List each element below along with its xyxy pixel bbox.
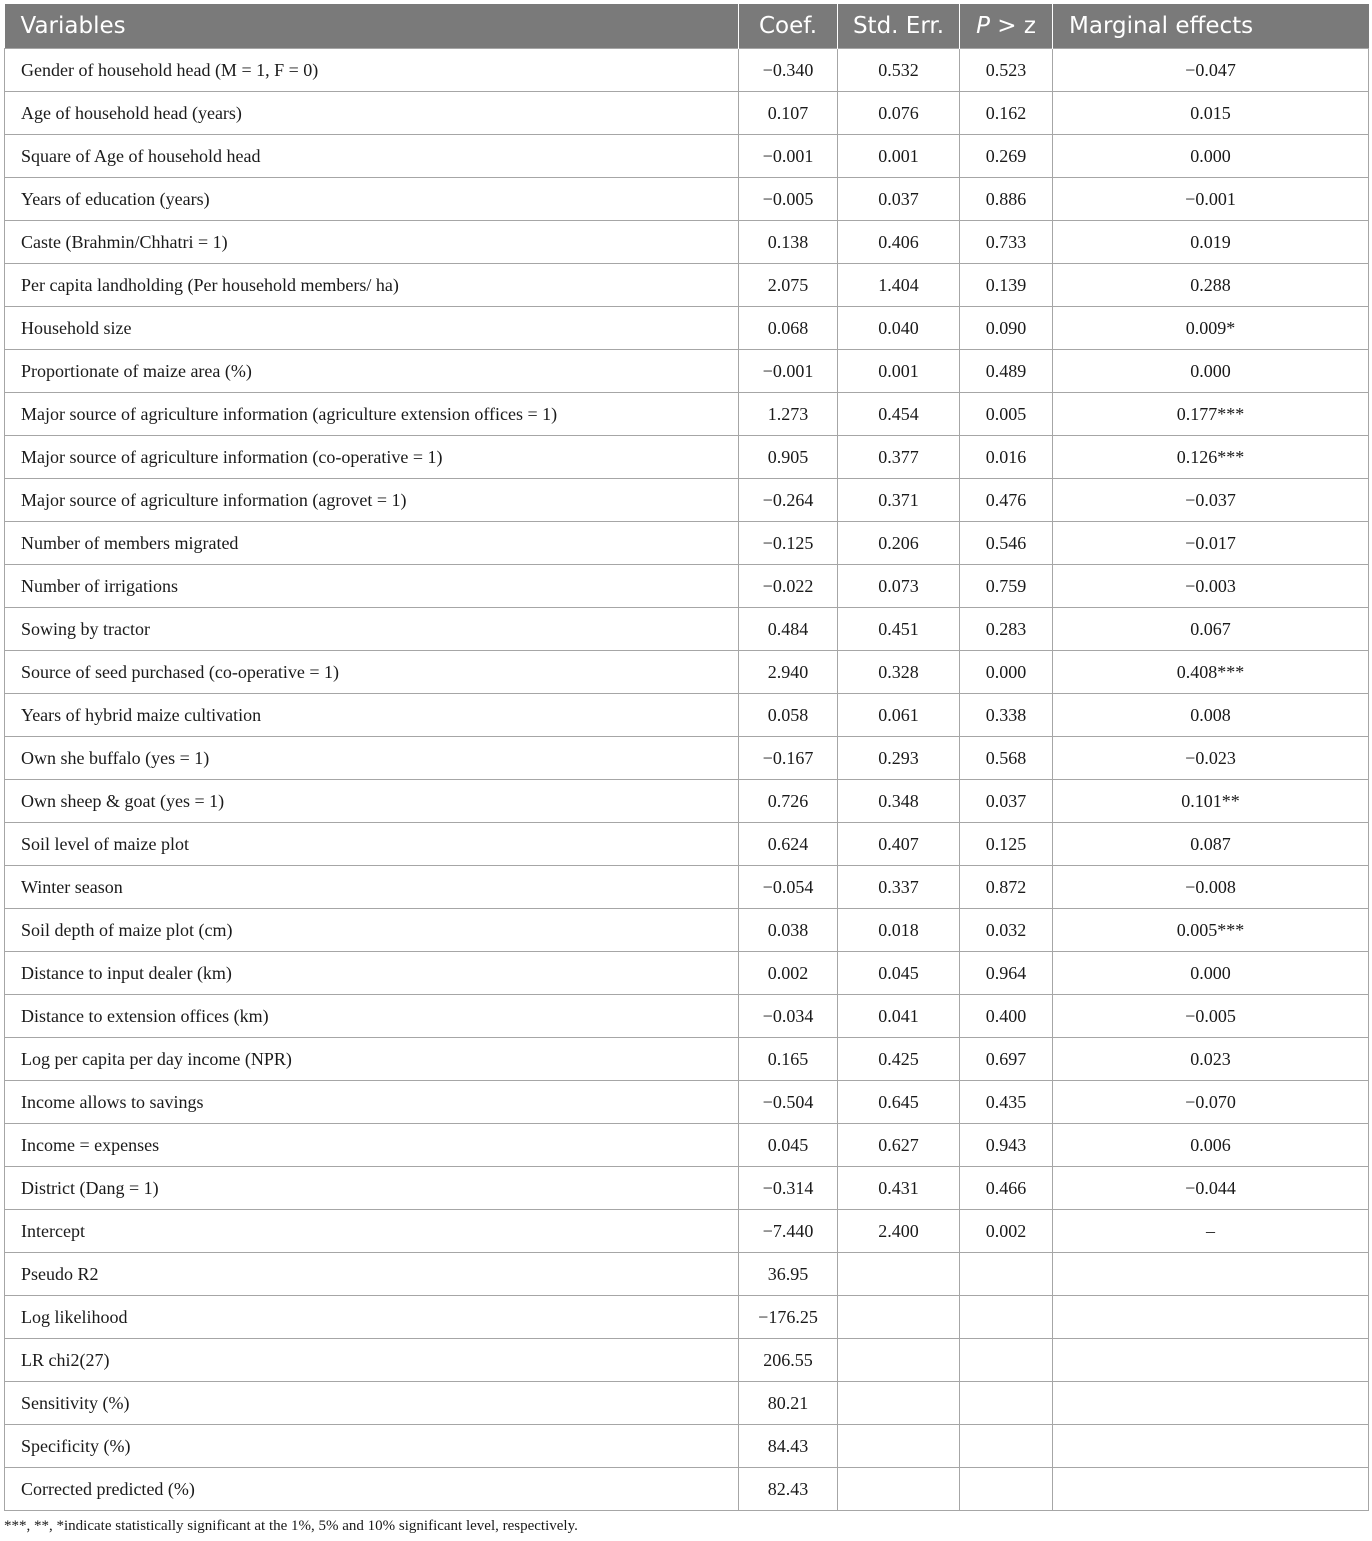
marginal-effect-cell: −0.017 <box>1053 522 1369 565</box>
std-err-cell: 0.407 <box>838 823 960 866</box>
p-value-cell: 0.546 <box>960 522 1053 565</box>
variable-cell: Gender of household head (M = 1, F = 0) <box>5 49 739 92</box>
marginal-effect-cell <box>1053 1296 1369 1339</box>
std-err-cell: 0.406 <box>838 221 960 264</box>
table-row <box>5 737 1369 780</box>
p-value-cell: 0.435 <box>960 1081 1053 1124</box>
header-p-letter: P <box>976 13 990 39</box>
variable-cell: Log per capita per day income (NPR) <box>5 1038 739 1081</box>
marginal-effect-cell <box>1053 1382 1369 1425</box>
std-err-cell: 0.451 <box>838 608 960 651</box>
std-err-cell: 0.377 <box>838 436 960 479</box>
table-row <box>5 866 1369 909</box>
variable-cell: Corrected predicted (%) <box>5 1468 739 1511</box>
std-err-cell: 0.037 <box>838 178 960 221</box>
header-std-err: Std. Err. <box>838 4 960 49</box>
p-value-cell: 0.016 <box>960 436 1053 479</box>
p-value-cell: 0.125 <box>960 823 1053 866</box>
coef-cell: −0.001 <box>739 135 838 178</box>
p-value-cell: 0.489 <box>960 350 1053 393</box>
coef-cell: −0.001 <box>739 350 838 393</box>
variable-cell: Pseudo R2 <box>5 1253 739 1296</box>
coef-cell: 82.43 <box>739 1468 838 1511</box>
marginal-effect-cell: 0.067 <box>1053 608 1369 651</box>
p-value-cell: 0.568 <box>960 737 1053 780</box>
table-row <box>5 1382 1369 1425</box>
variable-cell: Own she buffalo (yes = 1) <box>5 737 739 780</box>
marginal-effect-cell: −0.023 <box>1053 737 1369 780</box>
p-value-cell: 0.400 <box>960 995 1053 1038</box>
table-header <box>5 4 1369 49</box>
p-value-cell <box>960 1253 1053 1296</box>
p-value-cell <box>960 1339 1053 1382</box>
coef-cell: 0.068 <box>739 307 838 350</box>
table-row <box>5 1425 1369 1468</box>
std-err-cell: 0.348 <box>838 780 960 823</box>
variable-cell: Sowing by tractor <box>5 608 739 651</box>
marginal-effect-cell: 0.005*** <box>1053 909 1369 952</box>
p-value-cell: 0.733 <box>960 221 1053 264</box>
std-err-cell: 0.073 <box>838 565 960 608</box>
variable-cell: Number of irrigations <box>5 565 739 608</box>
coef-cell: −176.25 <box>739 1296 838 1339</box>
marginal-effect-cell: 0.015 <box>1053 92 1369 135</box>
marginal-effect-cell: 0.288 <box>1053 264 1369 307</box>
std-err-cell: 0.627 <box>838 1124 960 1167</box>
table-row <box>5 49 1369 92</box>
std-err-cell: 0.431 <box>838 1167 960 1210</box>
table-body <box>5 49 1369 1511</box>
std-err-cell: 0.040 <box>838 307 960 350</box>
table-row <box>5 1339 1369 1382</box>
table-row <box>5 436 1369 479</box>
coef-cell: 0.038 <box>739 909 838 952</box>
std-err-cell: 0.041 <box>838 995 960 1038</box>
table-row <box>5 694 1369 737</box>
coef-cell: 80.21 <box>739 1382 838 1425</box>
variable-cell: Major source of agriculture information (co-operative = 1) <box>5 436 739 479</box>
marginal-effect-cell: 0.000 <box>1053 952 1369 995</box>
variable-cell: Caste (Brahmin/Chhatri = 1) <box>5 221 739 264</box>
header-coef: Coef. <box>739 4 838 49</box>
p-value-cell: 0.162 <box>960 92 1053 135</box>
variable-cell: Soil level of maize plot <box>5 823 739 866</box>
marginal-effect-cell: – <box>1053 1210 1369 1253</box>
p-value-cell: 0.139 <box>960 264 1053 307</box>
table-row <box>5 178 1369 221</box>
header-p-value <box>960 4 1053 49</box>
coef-cell: 36.95 <box>739 1253 838 1296</box>
p-value-cell: 0.002 <box>960 1210 1053 1253</box>
variable-cell: Source of seed purchased (co-operative = 1) <box>5 651 739 694</box>
std-err-cell: 0.337 <box>838 866 960 909</box>
header-row <box>5 4 1369 49</box>
coef-cell: 1.273 <box>739 393 838 436</box>
coef-cell: 0.624 <box>739 823 838 866</box>
coef-cell: −0.314 <box>739 1167 838 1210</box>
marginal-effect-cell: 0.101** <box>1053 780 1369 823</box>
coef-cell: −0.034 <box>739 995 838 1038</box>
variable-cell: Per capita landholding (Per household members/ ha) <box>5 264 739 307</box>
coef-cell: −0.054 <box>739 866 838 909</box>
std-err-cell: 0.454 <box>838 393 960 436</box>
variable-cell: Distance to input dealer (km) <box>5 952 739 995</box>
table-row <box>5 565 1369 608</box>
coef-cell: 2.075 <box>739 264 838 307</box>
coef-cell: 84.43 <box>739 1425 838 1468</box>
marginal-effect-cell: −0.005 <box>1053 995 1369 1038</box>
p-value-cell: 0.338 <box>960 694 1053 737</box>
p-value-cell: 0.037 <box>960 780 1053 823</box>
table-row <box>5 393 1369 436</box>
variable-cell: Income allows to savings <box>5 1081 739 1124</box>
variable-cell: Square of Age of household head <box>5 135 739 178</box>
p-value-cell: 0.269 <box>960 135 1053 178</box>
coef-cell: −0.005 <box>739 178 838 221</box>
variable-cell: Proportionate of maize area (%) <box>5 350 739 393</box>
table-row <box>5 1253 1369 1296</box>
std-err-cell: 0.328 <box>838 651 960 694</box>
coef-cell: −0.022 <box>739 565 838 608</box>
variable-cell: Major source of agriculture information (agrovet = 1) <box>5 479 739 522</box>
variable-cell: Number of members migrated <box>5 522 739 565</box>
table-row <box>5 1124 1369 1167</box>
header-marginal-effects: Marginal effects <box>1053 4 1369 49</box>
header-p-rest: > z <box>989 13 1036 39</box>
table-row <box>5 780 1369 823</box>
p-value-cell <box>960 1468 1053 1511</box>
table-row <box>5 995 1369 1038</box>
marginal-effect-cell: 0.008 <box>1053 694 1369 737</box>
coef-cell: 2.940 <box>739 651 838 694</box>
coef-cell: 0.107 <box>739 92 838 135</box>
variable-cell: Specificity (%) <box>5 1425 739 1468</box>
p-value-cell: 0.886 <box>960 178 1053 221</box>
std-err-cell <box>838 1468 960 1511</box>
marginal-effect-cell <box>1053 1339 1369 1382</box>
coef-cell: 0.058 <box>739 694 838 737</box>
table-row <box>5 823 1369 866</box>
variable-cell: Distance to extension offices (km) <box>5 995 739 1038</box>
coef-cell: −0.504 <box>739 1081 838 1124</box>
std-err-cell <box>838 1296 960 1339</box>
p-value-cell: 0.032 <box>960 909 1053 952</box>
coef-cell: 0.165 <box>739 1038 838 1081</box>
std-err-cell: 0.532 <box>838 49 960 92</box>
header-variables: Variables <box>5 4 739 49</box>
std-err-cell: 0.206 <box>838 522 960 565</box>
variable-cell: Major source of agriculture information (agriculture extension offices = 1) <box>5 393 739 436</box>
marginal-effect-cell: −0.070 <box>1053 1081 1369 1124</box>
variable-cell: LR chi2(27) <box>5 1339 739 1382</box>
p-value-cell: 0.872 <box>960 866 1053 909</box>
marginal-effect-cell: 0.023 <box>1053 1038 1369 1081</box>
table-row <box>5 651 1369 694</box>
regression-table <box>4 4 1369 1511</box>
marginal-effect-cell: 0.126*** <box>1053 436 1369 479</box>
p-value-cell: 0.964 <box>960 952 1053 995</box>
p-value-cell: 0.943 <box>960 1124 1053 1167</box>
marginal-effect-cell: 0.087 <box>1053 823 1369 866</box>
marginal-effect-cell <box>1053 1253 1369 1296</box>
p-value-cell: 0.466 <box>960 1167 1053 1210</box>
p-value-cell: 0.090 <box>960 307 1053 350</box>
marginal-effect-cell <box>1053 1468 1369 1511</box>
marginal-effect-cell: −0.044 <box>1053 1167 1369 1210</box>
marginal-effect-cell: −0.047 <box>1053 49 1369 92</box>
p-value-cell <box>960 1382 1053 1425</box>
coef-cell: 0.138 <box>739 221 838 264</box>
coef-cell: 0.905 <box>739 436 838 479</box>
table-row <box>5 221 1369 264</box>
coef-cell: 0.002 <box>739 952 838 995</box>
std-err-cell <box>838 1382 960 1425</box>
table-row <box>5 952 1369 995</box>
marginal-effect-cell: −0.037 <box>1053 479 1369 522</box>
p-value-cell: 0.697 <box>960 1038 1053 1081</box>
std-err-cell: 0.371 <box>838 479 960 522</box>
std-err-cell <box>838 1253 960 1296</box>
marginal-effect-cell: 0.006 <box>1053 1124 1369 1167</box>
p-value-cell <box>960 1425 1053 1468</box>
marginal-effect-cell: 0.009* <box>1053 307 1369 350</box>
marginal-effect-cell: 0.000 <box>1053 135 1369 178</box>
std-err-cell: 1.404 <box>838 264 960 307</box>
p-value-cell: 0.283 <box>960 608 1053 651</box>
table-row <box>5 350 1369 393</box>
marginal-effect-cell: 0.019 <box>1053 221 1369 264</box>
coef-cell: 0.045 <box>739 1124 838 1167</box>
table-row <box>5 92 1369 135</box>
table-row <box>5 608 1369 651</box>
std-err-cell <box>838 1339 960 1382</box>
marginal-effect-cell: −0.008 <box>1053 866 1369 909</box>
std-err-cell: 0.076 <box>838 92 960 135</box>
table-row <box>5 1468 1369 1511</box>
marginal-effect-cell: 0.177*** <box>1053 393 1369 436</box>
coef-cell: 0.484 <box>739 608 838 651</box>
table-row <box>5 1296 1369 1339</box>
variable-cell: District (Dang = 1) <box>5 1167 739 1210</box>
table-row <box>5 307 1369 350</box>
variable-cell: Years of hybrid maize cultivation <box>5 694 739 737</box>
marginal-effect-cell <box>1053 1425 1369 1468</box>
table-row <box>5 522 1369 565</box>
table-row <box>5 1167 1369 1210</box>
coef-cell: −0.264 <box>739 479 838 522</box>
regression-table-container <box>4 4 1368 1511</box>
variable-cell: Winter season <box>5 866 739 909</box>
std-err-cell: 0.293 <box>838 737 960 780</box>
std-err-cell: 0.001 <box>838 350 960 393</box>
std-err-cell: 0.018 <box>838 909 960 952</box>
table-row <box>5 264 1369 307</box>
std-err-cell: 0.645 <box>838 1081 960 1124</box>
std-err-cell: 0.425 <box>838 1038 960 1081</box>
p-value-cell: 0.523 <box>960 49 1053 92</box>
variable-cell: Intercept <box>5 1210 739 1253</box>
marginal-effect-cell: 0.408*** <box>1053 651 1369 694</box>
variable-cell: Years of education (years) <box>5 178 739 221</box>
marginal-effect-cell: −0.003 <box>1053 565 1369 608</box>
coef-cell: 0.726 <box>739 780 838 823</box>
table-row <box>5 135 1369 178</box>
variable-cell: Own sheep & goat (yes = 1) <box>5 780 739 823</box>
std-err-cell: 0.001 <box>838 135 960 178</box>
coef-cell: −0.340 <box>739 49 838 92</box>
table-row <box>5 479 1369 522</box>
std-err-cell: 2.400 <box>838 1210 960 1253</box>
variable-cell: Soil depth of maize plot (cm) <box>5 909 739 952</box>
std-err-cell: 0.061 <box>838 694 960 737</box>
marginal-effect-cell: −0.001 <box>1053 178 1369 221</box>
coef-cell: −7.440 <box>739 1210 838 1253</box>
coef-cell: −0.167 <box>739 737 838 780</box>
p-value-cell: 0.005 <box>960 393 1053 436</box>
variable-cell: Household size <box>5 307 739 350</box>
coef-cell: −0.125 <box>739 522 838 565</box>
table-footnote: ***, **, *indicate statistically significant at the 1%, 5% and 10% significant level, respectively. <box>4 1518 578 1534</box>
p-value-cell: 0.476 <box>960 479 1053 522</box>
std-err-cell <box>838 1425 960 1468</box>
p-value-cell: 0.000 <box>960 651 1053 694</box>
table-row <box>5 909 1369 952</box>
coef-cell: 206.55 <box>739 1339 838 1382</box>
variable-cell: Log likelihood <box>5 1296 739 1339</box>
p-value-cell <box>960 1296 1053 1339</box>
table-row <box>5 1210 1369 1253</box>
table-row <box>5 1038 1369 1081</box>
table-row <box>5 1081 1369 1124</box>
p-value-cell: 0.759 <box>960 565 1053 608</box>
variable-cell: Income = expenses <box>5 1124 739 1167</box>
variable-cell: Sensitivity (%) <box>5 1382 739 1425</box>
std-err-cell: 0.045 <box>838 952 960 995</box>
marginal-effect-cell: 0.000 <box>1053 350 1369 393</box>
variable-cell: Age of household head (years) <box>5 92 739 135</box>
